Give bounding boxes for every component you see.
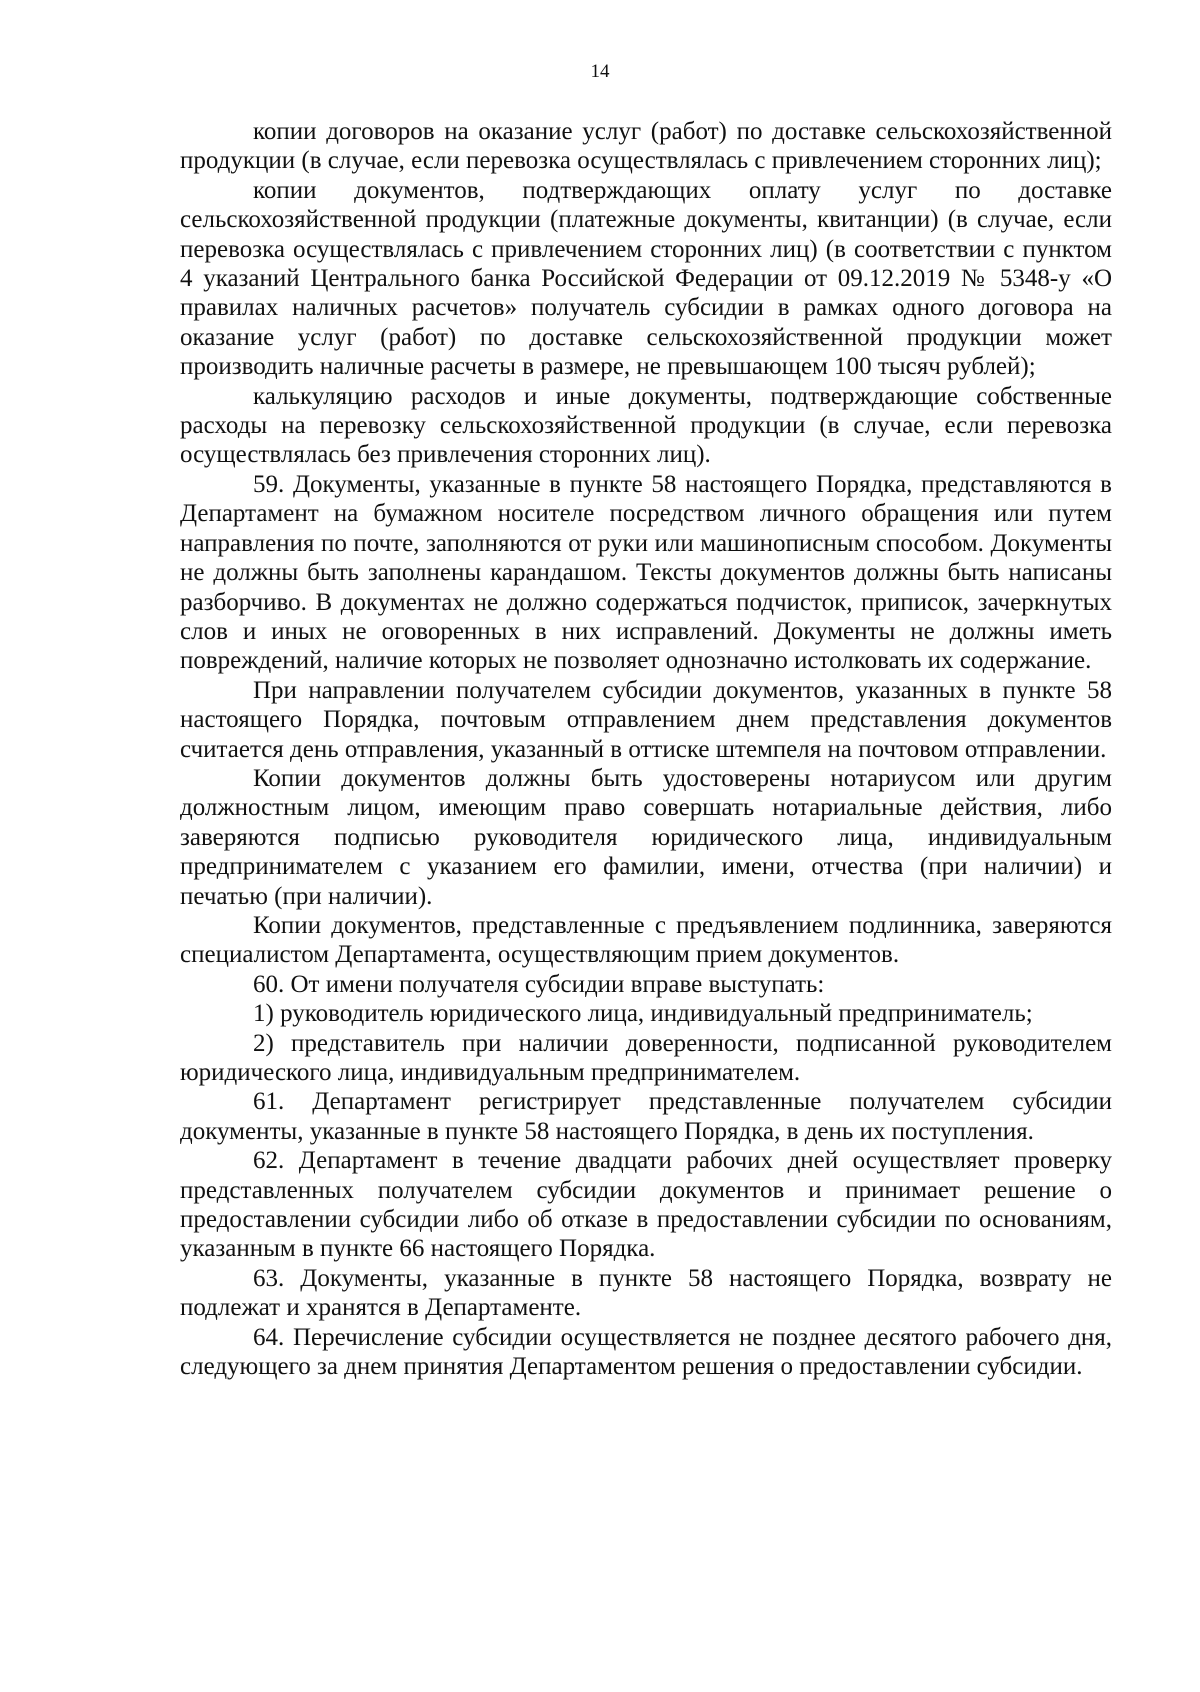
paragraph-item-64: 64. Перечисление субсидии осуществляется не позднее десятого рабочего дня, следующего за днем принятия Департаментом решения о предоставлении субсидии. <box>180 1323 1112 1381</box>
paragraph-copies-with-original: Копии документов, представленные с предъявлением подлинника, заверяются специалистом Департамента, осуществляющим прием документов. <box>180 911 1112 969</box>
paragraph-postal-submission: При направлении получателем субсидии документов, указанных в пункте 58 настоящего Порядка, почтовым отправлением днем представления документов считается день отправления, указанный в оттиске штемпеля на почтовом отправлении. <box>180 676 1112 763</box>
paragraph-item-59: 59. Документы, указанные в пункте 58 настоящего Порядка, представляются в Департамент на бумажном носителе посредством личного обращения или путем направления по почте, заполняются от руки или машинописным способом. Документы не должны быть заполнены карандашом. Тексты документов должны быть написаны разборчиво. В документах не должно содержаться подчисток, приписок, зачеркнутых слов и иных не оговоренных в них исправлений. Документы не должны иметь повреждений, наличие которых не позволяет однозначно истолковать их содержание. <box>180 470 1112 675</box>
paragraph-contracts-copies: копии договоров на оказание услуг (работ) по доставке сельскохозяйственной продукции (в случае, если перевозка осуществлялась с привлечением сторонних лиц); <box>180 118 1112 175</box>
paragraph-item-61: 61. Департамент регистрирует представленные получателем субсидии документы, указанные в пункте 58 настоящего Порядка, в день их поступления. <box>180 1088 1112 1145</box>
paragraph-cost-calculation: калькуляцию расходов и иные документы, подтверждающие собственные расходы на перевозку сельскохозяйственной продукции (в случае, если перевозка осуществлялась без привлечения сторонних лиц). <box>180 382 1112 469</box>
paragraph-payment-documents: копии документов, подтверждающих оплату услуг по доставке сельскохозяйственной продукции (платежные документы, квитанции) (в случае, если перевозка осуществлялась с привлечением сторонних лиц) (в соответствии с пунктом 4 указаний Центрального банка Российской Федерации от 09.12.2019 № 5348-у «О правилах наличных расчетов» получатель субсидии в рамках одного договора на оказание услуг (работ) по доставке сельскохозяйственной продукции может производить наличные расчеты в размере, не превышающем 100 тысяч рублей); <box>180 176 1112 381</box>
paragraph-item-60-1: 1) руководитель юридического лица, индивидуальный предприниматель; <box>253 1000 1033 1028</box>
paragraph-item-63: 63. Документы, указанные в пункте 58 настоящего Порядка, возврату не подлежат и хранятся в Департаменте. <box>180 1264 1112 1322</box>
paragraph-copies-certification: Копии документов должны быть удостоверены нотариусом или другим должностным лицом, имеющим право совершать нотариальные действия, либо заверяются подписью руководителя юридического лица, индивидуальным предпринимателем с указанием его фамилии, имени, отчества (при наличии) и печатью (при наличии). <box>180 764 1112 910</box>
page-number: 14 <box>590 61 610 82</box>
paragraph-item-60-2: 2) представитель при наличии доверенности, подписанной руководителем юридического лица, индивидуальным предпринимателем. <box>180 1029 1112 1086</box>
document-body <box>180 117 1112 1381</box>
paragraph-item-62: 62. Департамент в течение двадцати рабочих дней осуществляет проверку представленных получателем субсидии документов и принимает решение о предоставлении субсидии либо об отказе в предоставлении субсидии по основаниям, указанным в пункте 66 настоящего Порядка. <box>180 1147 1112 1263</box>
paragraph-item-60: 60. От имени получателя субсидии вправе выступать: <box>253 970 825 998</box>
